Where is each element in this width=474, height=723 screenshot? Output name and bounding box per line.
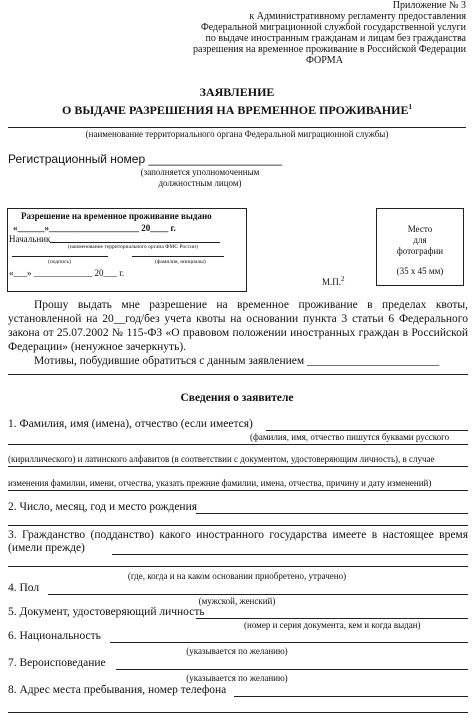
name-field[interactable] [132, 256, 224, 257]
appendix-number: Приложение № 3 [392, 0, 466, 11]
stamp-place: М.П.$^2$ [322, 275, 345, 287]
request-line: установленной на 20__год/без учета квоты на основании пункта 3 статьи 6 Федерального [8, 313, 468, 325]
citizenship-input-line[interactable] [112, 554, 468, 555]
signature-field[interactable] [12, 256, 108, 257]
section-heading: Сведения о заявителе [180, 392, 294, 404]
nationality-caption: (указывается по желанию) [186, 646, 288, 656]
footnote-marker: 2 [341, 275, 345, 283]
header-line: к Административному регламенту предоставления [249, 11, 466, 22]
citizenship-line: 3. Гражданство (подданство) какого иностранного государства имеете в настоящее время [8, 529, 468, 541]
sex-input-line[interactable] [48, 594, 468, 595]
name-caption: (фамилия, имя, отчество пишутся буквами русского [250, 432, 450, 442]
registration-number-field[interactable]: Регистрационный номер ____________________ [8, 152, 282, 166]
photo-size: (35 х 45 мм) [396, 266, 444, 276]
registration-caption: должностным лицом) [158, 178, 242, 188]
citizenship-caption: (где, когда и на каком основании приобретено, утрачено) [127, 571, 347, 581]
id-document-input-line[interactable] [196, 618, 468, 619]
request-line: Прошу выдать мне разрешение на временное проживание в пределах квоты, [34, 299, 468, 311]
header-line: по выдаче иностранным гражданам и лицам без гражданства [205, 33, 466, 44]
registration-caption: (заполняется уполномоченным [140, 167, 260, 177]
name-caption: (фамилия, инициалы) [155, 259, 206, 265]
signature-caption: (подпись) [48, 259, 71, 265]
birth-input-line[interactable] [8, 525, 468, 526]
sex-caption: (мужской, женский) [198, 596, 276, 606]
photo-label: для [413, 235, 427, 245]
permit-box-title: Разрешение на временное проживание выдано [21, 211, 212, 221]
name-input-line[interactable] [8, 466, 468, 467]
header-line: разрешения на временное проживание в Российской Федерации [192, 44, 466, 55]
motives-field[interactable]: Мотивы, побудившие обратиться с данным заявлением _______________________ [34, 355, 440, 367]
footnote-marker: 1 [408, 103, 412, 111]
question-name: 1. Фамилия, имя (имена), отчество (если имеется) [8, 418, 253, 430]
authority-caption: (наименование территориального органа Федеральной миграционной службы) [85, 129, 389, 139]
document-subtitle: О ВЫДАЧЕ РАЗРЕШЕНИЯ НА ВРЕМЕННОЕ ПРОЖИВАНИЕ$^1$ [62, 103, 412, 117]
chief-org-field[interactable] [50, 242, 220, 243]
request-line: Федерации» (ненужное зачеркнуть). [8, 341, 187, 353]
name-caption: (кириллического) и латинского алфавитов (в соответствии с документом, удостоверяющим личность), в случае [8, 454, 435, 464]
question-nationality: 6. Национальность [8, 630, 101, 642]
name-input-line[interactable] [8, 444, 468, 445]
question-sex: 4. Пол [8, 582, 40, 594]
request-line: закона от 25.07.2002 № 115-ФЗ «О правовом положении иностранных граждан в Российской [8, 327, 468, 339]
motives-line[interactable] [8, 374, 468, 375]
name-input-line[interactable] [8, 490, 468, 491]
religion-caption: (указывается по желанию) [186, 673, 288, 683]
citizenship-line: (имели прежде) [8, 542, 85, 554]
question-religion: 7. Вероисповедание [8, 657, 106, 669]
question-citizenship [8, 529, 468, 541]
question-address: 8. Адрес места пребывания, номер телефона [8, 684, 227, 696]
document-title: ЗАЯВЛЕНИЕ [199, 85, 275, 99]
citizenship-input-line[interactable] [8, 566, 468, 567]
chief-label: Начальник [9, 234, 51, 244]
permit-date-line[interactable]: «______»____________________ 20____ г. [13, 223, 176, 233]
authority-field[interactable] [8, 127, 466, 128]
address-input-line[interactable] [8, 712, 468, 713]
photo-label: фотографии [396, 246, 444, 256]
org-caption: (наименование территориального органа ФМС России) [68, 244, 198, 250]
request-paragraph [8, 298, 468, 368]
birth-input-line[interactable] [196, 513, 468, 514]
question-birth: 2. Число, месяц, год и место рождения [8, 501, 198, 513]
header-line: Федеральной миграционной службой государственной услуги [200, 22, 466, 33]
religion-input-line[interactable] [116, 669, 468, 670]
name-input-line[interactable] [266, 430, 468, 431]
question-id-document: 5. Документ, удостоверяющий личность [8, 606, 205, 618]
address-input-line[interactable] [234, 696, 468, 697]
form-label: ФОРМА [306, 55, 343, 66]
permit-date-line-2[interactable]: «___» _____________ 20___ г. [9, 268, 125, 278]
id-document-caption: (номер и серия документа, кем и когда выдан) [244, 620, 421, 630]
photo-label: Место [407, 224, 433, 234]
name-caption: изменения фамилии, имени, отчества, указать прежние фамилии, имена, отчества, причину и дату изменений) [8, 478, 432, 488]
nationality-input-line[interactable] [110, 642, 468, 643]
